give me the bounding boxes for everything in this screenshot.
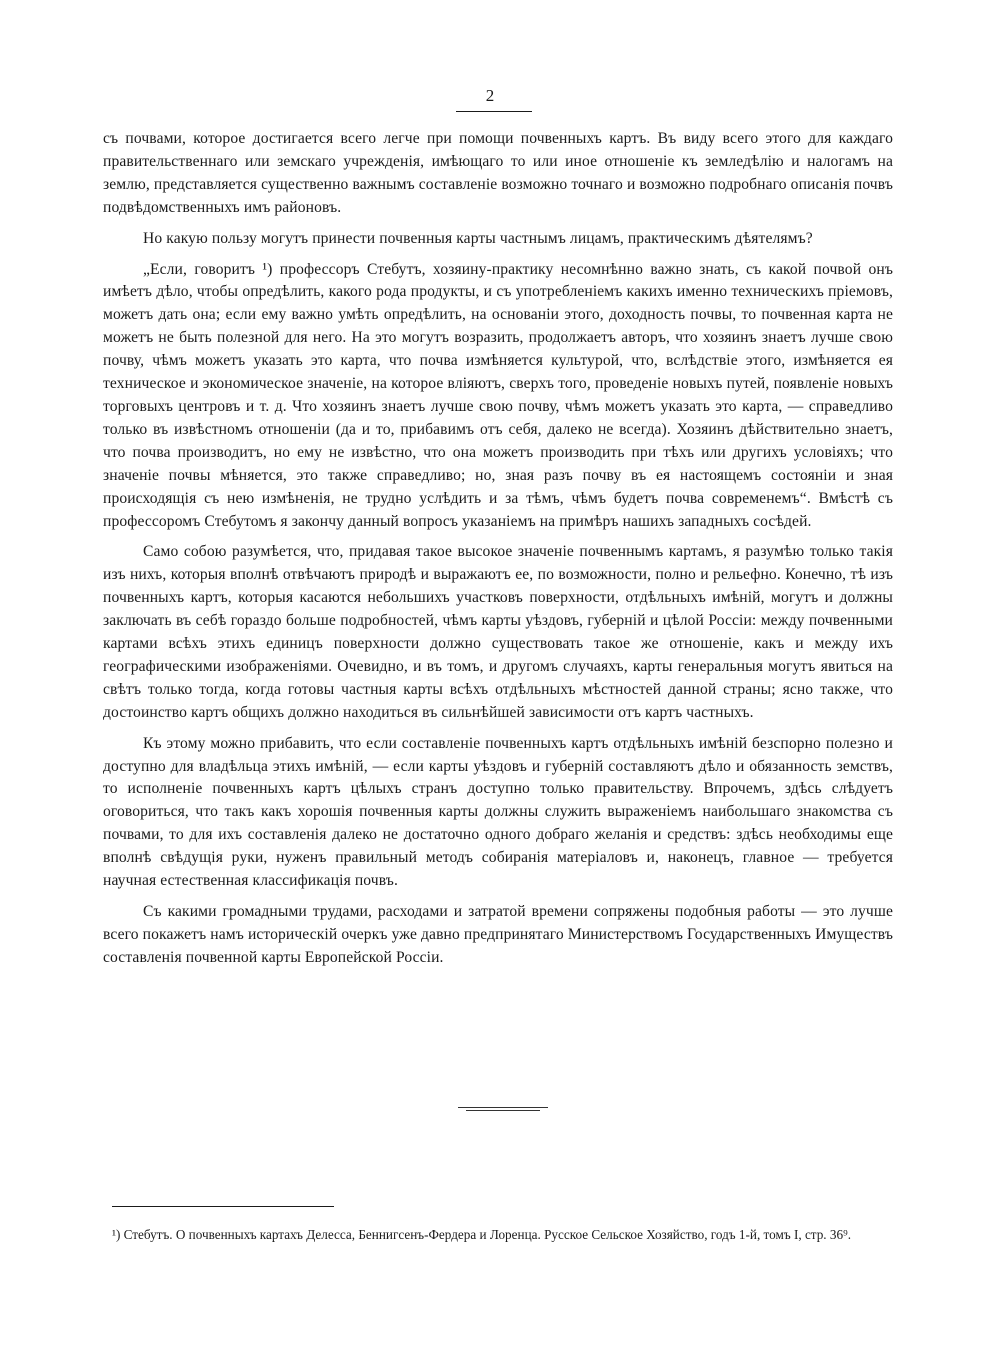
page-number: 2 [485,86,495,105]
paragraph-map-significance: Само собою разумѣется, что, придавая такое высокое значеніе почвеннымъ картамъ, я разумѣю только такія изъ нихъ, которыя вполнѣ отвѣчаютъ природѣ и выражаютъ ее, по возможности, полно и рельефно. Конечно, тѣ изъ почвенныхъ картъ, которыя касаются небольшихъ участковъ поверхности, отдѣльныхъ имѣній, могутъ и должны заключать въ себѣ гораздо больше подробностей, чѣмъ карты уѣздовъ, губерній и цѣлой Россіи: между почвенными картами всѣхъ этихъ единицъ поверхности должно существовать такое же отношеніе, какъ и между ихъ географическими изображеніями. Очевидно, и въ томъ, и другомъ случаяхъ, карты генеральныя могутъ явиться на свѣтъ только тогда, когда готовы частныя карты всѣхъ отдѣльныхъ мѣстностей данной страны; ясно также, что достоинство картъ общихъ должно находиться въ сильнѣйшей зависимости отъ картъ частныхъ. [103,543,893,721]
paragraph-historical-outline: Съ какими громадными трудами, расходами и затратой времени сопряжены подобныя работы — это лучше всего покажетъ намъ историческій очеркъ уже давно предпринятаго Министерствомъ Государственныхъ Имуществъ составленія почвенной карты Европейской Россіи. [103,903,893,966]
paragraph-government-role: Къ этому можно прибавить, что если составленіе почвенныхъ картъ отдѣльныхъ имѣній безспорно полезно и доступно для владѣльца этихъ имѣній, — если карты уѣздовъ и губерній составляютъ дѣло и обязанность земствъ, то исполненіе почвенныхъ картъ цѣлыхъ странъ доступно только правительству. Впрочемъ, здѣсь слѣдуетъ оговориться, что такъ какъ хорошія почвенныя карты должны служить выраженіемъ наибольшаго знакомства съ почвами, то для ихъ составленія далеко не достаточно одного добраго желанія и средствъ: здѣсь необходимы еще вполнѣ свѣдущія руки, нуженъ правильный методъ собиранія матеріаловъ и, наконецъ, главное — требуется научная естественная классификація почвъ. [103,734,893,890]
paragraph-continuation: съ почвами, которое достигается всего легче при помощи почвенныхъ картъ. Въ виду всего этого для каждаго правительственнаго или земскаго учрежденія, имѣющаго то или иное отношеніе къ земледѣлію и налогамъ на землю, представляется существенно важнымъ составленіе возможно точнаго и возможно подробнаго описанія почвъ подвѣдомственныхъ имъ районовъ. [103,130,893,216]
paragraph-question: Но какую пользу могутъ принести почвенныя карты частнымъ лицамъ, практическимъ дѣятелямъ? [143,229,813,247]
page-number-rule [456,111,532,112]
body-text [103,128,893,978]
footnote: ¹) Стебутъ. О почвенныхъ картахъ Делесса, Беннигсенъ-Фердера и Лоренца. Русское Сельское Хозяйство, годъ 1-й, томъ I, стр. 36⁹. [112,1227,851,1242]
footnote-rule [112,1206,334,1207]
paragraph-quote-stebut: „Если, говоритъ ¹) профессоръ Стебутъ, хозяину-практику несомнѣнно важно знать, съ какой почвой онъ имѣетъ дѣло, чтобы опредѣлить, какого рода продукты, и съ употребленіемъ какихъ именно техническихъ пріемовъ, можетъ дать она; если ему важно умѣть опредѣлить, на основаніи этого, доходность почвы, то почвенная карта не можетъ не быть полезной для него. На это могутъ возразить, продолжаетъ авторъ, что хозяинъ знаетъ лучше свою почву, чѣмъ можетъ указать это карта, что почва измѣняется культурой, что, вслѣдствіе этого, измѣняется ея техническое и экономическое значеніе, на которое вліяютъ, сверхъ того, проведеніе новыхъ путей, появленіе новыхъ торговыхъ центровъ и т. д. Что хозяинъ знаетъ лучше свою почву, чѣмъ можетъ указать это карта, — справедливо только въ извѣстномъ отношеніи (да и то, прибавимъ отъ себя, далеко не всегда). Хозяинъ дѣйствительно знаетъ, что почва производитъ, но ему не извѣстно, что она можетъ производить при тѣхъ или другихъ условіяхъ; что значеніе почвы мѣняется, это также справедливо; но, зная разъ почву въ ея настоящемъ состояніи и зная происходящія съ нею измѣненія, не трудно услѣдить и за тѣмъ, чѣмъ будетъ почва современемъ“. Вмѣстѣ съ профессоромъ Стебутомъ я закончу данный вопросъ указаніемъ на примѣръ нашихъ западныхъ сосѣдей. [103,260,893,530]
section-end-ornament [458,1107,548,1112]
